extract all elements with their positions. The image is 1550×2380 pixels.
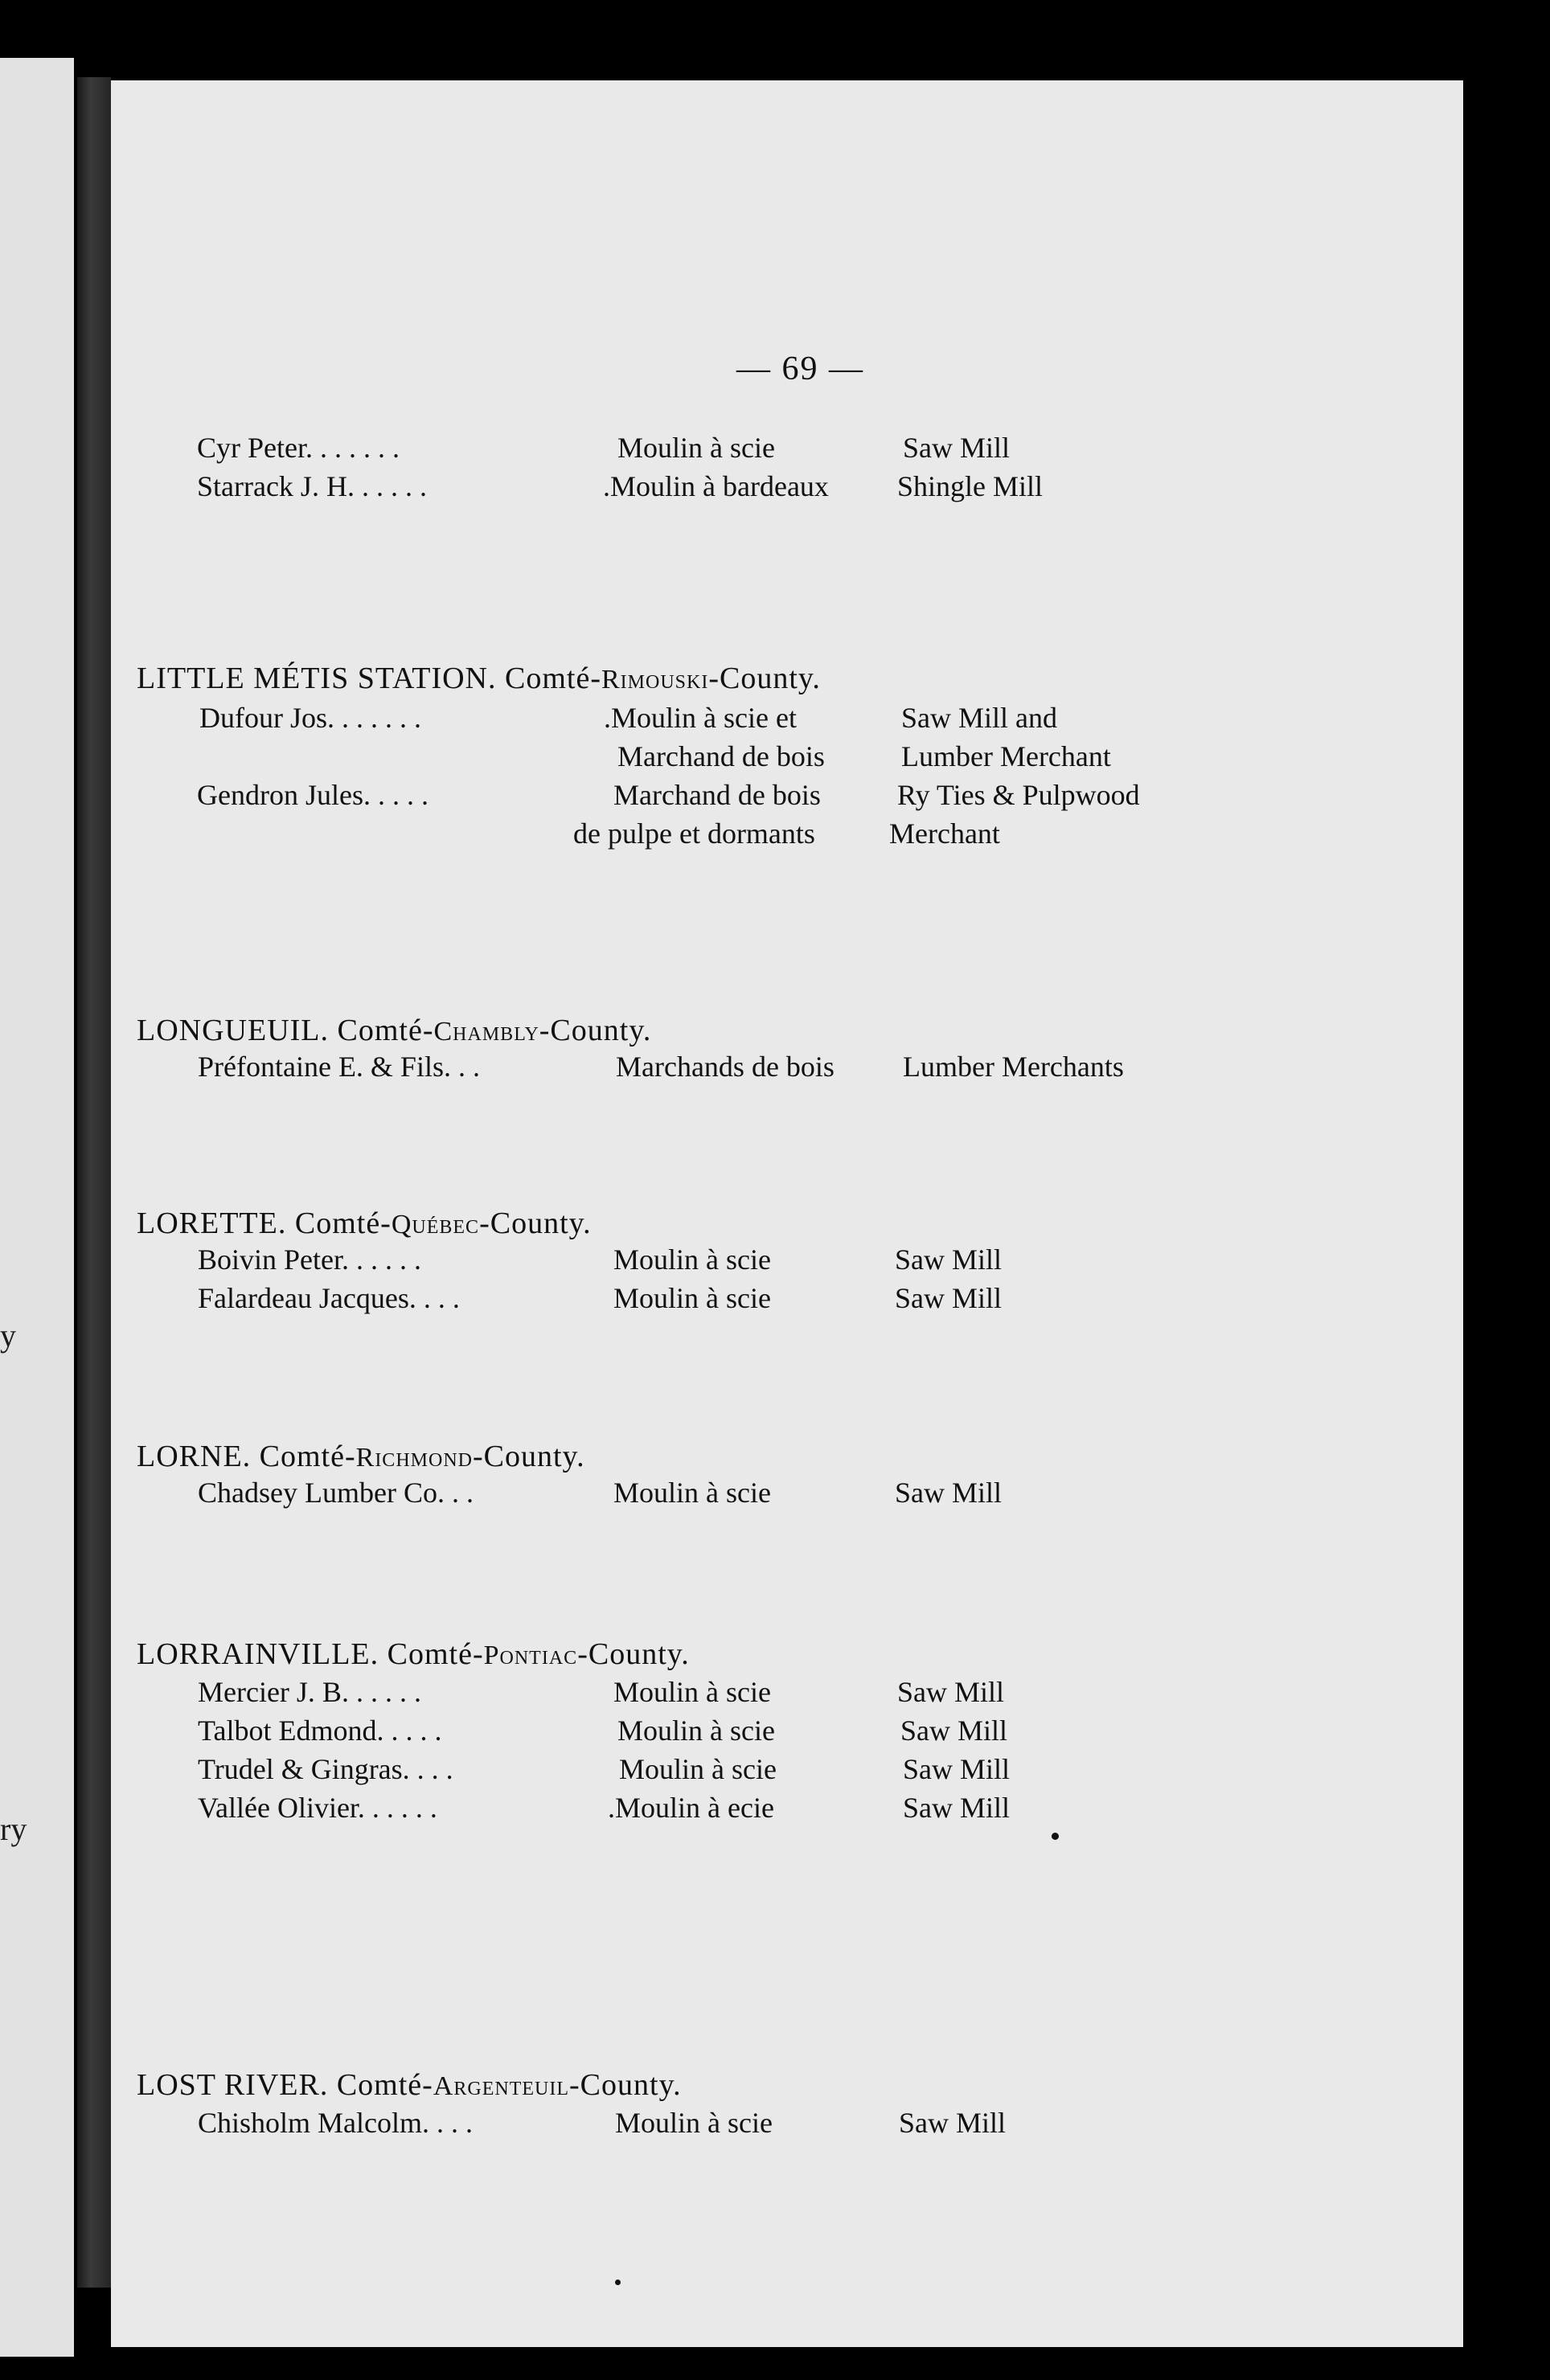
entry-name: Mercier J. B. . . . . .	[198, 1676, 421, 1708]
entry-english: Ry Ties & Pulpwood	[897, 779, 1140, 811]
county-label	[505, 662, 821, 695]
place-name: LORRAINVILLE.	[137, 1637, 379, 1671]
entry-english: Saw Mill	[903, 1792, 1011, 1824]
place-name: LORNE.	[137, 1440, 252, 1473]
section-heading	[137, 1013, 651, 1048]
county-prefix: Comté-	[337, 1014, 434, 1047]
entry-name: Dufour Jos. . . . . . .	[199, 702, 421, 734]
place-name: LORETTE.	[137, 1206, 287, 1240]
ink-speck	[1052, 1833, 1059, 1840]
section-heading	[137, 1637, 690, 1672]
entry-french: Moulin à scie	[615, 2107, 773, 2139]
entry-french: Moulin à scie	[613, 1282, 771, 1314]
county-name: Chambly	[433, 1017, 539, 1047]
entry-english: Lumber Merchants	[903, 1051, 1124, 1083]
ink-speck	[615, 2280, 621, 2285]
place-name: LONGUEUIL.	[137, 1014, 330, 1047]
entry-name: Boivin Peter. . . . . .	[198, 1243, 421, 1276]
entry-english: Saw Mill and	[901, 702, 1057, 734]
entry-name: Chadsey Lumber Co. . .	[198, 1477, 474, 1509]
page-number: — 69 —	[736, 350, 864, 387]
county-label	[337, 2068, 682, 2102]
entry-name: Falardeau Jacques. . . .	[198, 1282, 460, 1314]
entry-french: Moulin à scie	[617, 1714, 775, 1747]
entry-english: Saw Mill	[897, 1676, 1005, 1708]
book-spine-shadow	[77, 77, 111, 2288]
entry-name: Talbot Edmond. . . . .	[198, 1714, 442, 1747]
entry-english: Saw Mill	[895, 1477, 1003, 1509]
county-prefix: Comté-	[387, 1637, 484, 1671]
document-page	[111, 80, 1463, 2347]
place-name: LITTLE MÉTIS STATION.	[137, 662, 497, 695]
county-name: Argenteuil	[433, 2071, 570, 2101]
county-name: Richmond	[355, 1443, 473, 1473]
entry-english: Saw Mill	[895, 1282, 1003, 1314]
entry-english: Saw Mill	[903, 432, 1011, 464]
entry-french: .Moulin à bardeaux	[603, 470, 829, 502]
section-heading	[137, 1206, 592, 1241]
margin-fragment: ry	[0, 1811, 27, 1847]
county-label	[338, 1014, 652, 1047]
entry-name: Starrack J. H. . . . . .	[197, 470, 427, 502]
county-prefix: Comté-	[259, 1440, 356, 1473]
entry-french: Marchand de bois	[613, 779, 821, 811]
entry-english: Saw Mill	[899, 2107, 1007, 2139]
entry-name: Chisholm Malcolm. . . .	[198, 2107, 473, 2139]
section-heading	[137, 1439, 585, 1474]
entry-french: Marchands de bois	[616, 1051, 834, 1083]
county-suffix: -County.	[473, 1440, 585, 1473]
section-heading	[137, 2067, 682, 2103]
county-name: Québec	[391, 1210, 480, 1239]
entry-french: .Moulin à ecie	[608, 1792, 774, 1824]
county-prefix: Comté-	[505, 662, 601, 695]
section-heading	[137, 661, 821, 696]
county-label	[388, 1637, 690, 1671]
county-suffix: -County.	[577, 1637, 690, 1671]
entry-english: Lumber Merchant	[901, 740, 1111, 772]
entry-english: Saw Mill	[895, 1243, 1003, 1276]
previous-page-edge	[0, 58, 74, 2357]
county-prefix: Comté-	[336, 2068, 433, 2102]
entry-french: Moulin à scie	[619, 1753, 777, 1785]
county-label	[260, 1440, 585, 1473]
entry-french: de pulpe et dormants	[573, 817, 815, 850]
entry-english: Saw Mill	[900, 1714, 1008, 1747]
entry-name: Trudel & Gingras. . . .	[198, 1753, 453, 1785]
entry-french: .Moulin à scie et	[604, 702, 797, 734]
county-name: Rimouski	[601, 665, 709, 694]
county-name: Pontiac	[483, 1641, 578, 1670]
entry-name: Cyr Peter. . . . . . .	[197, 432, 400, 464]
entry-french: Moulin à scie	[613, 1477, 771, 1509]
entry-french: Moulin à scie	[617, 432, 775, 464]
entry-name: Préfontaine E. & Fils. . .	[198, 1051, 480, 1083]
county-suffix: -County.	[539, 1014, 652, 1047]
entry-french: Moulin à scie	[613, 1676, 771, 1708]
county-suffix: -County.	[479, 1206, 592, 1240]
entry-french: Moulin à scie	[613, 1243, 771, 1276]
entry-english: Saw Mill	[903, 1753, 1011, 1785]
entry-name: Vallée Olivier. . . . . .	[198, 1792, 437, 1824]
county-suffix: -County.	[569, 2068, 682, 2102]
entry-french: Marchand de bois	[617, 740, 825, 772]
county-prefix: Comté-	[294, 1206, 392, 1240]
county-label	[295, 1206, 592, 1240]
margin-fragment: y	[0, 1317, 16, 1354]
entry-english: Shingle Mill	[897, 470, 1044, 502]
entry-name: Gendron Jules. . . . .	[197, 779, 429, 811]
county-suffix: -County.	[708, 662, 821, 695]
entry-english: Merchant	[889, 817, 1000, 850]
place-name: LOST RIVER.	[137, 2068, 329, 2102]
